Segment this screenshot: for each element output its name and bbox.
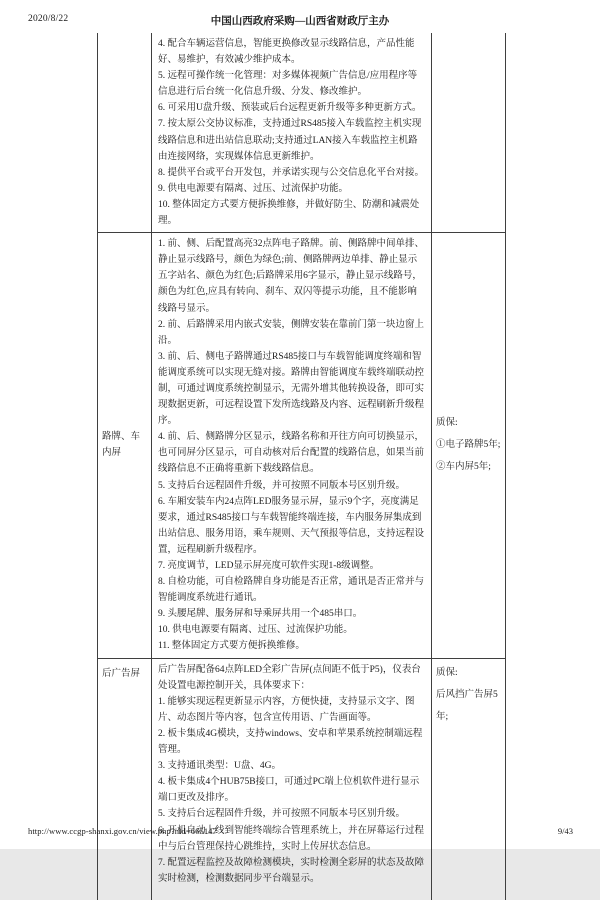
- text-line: 7. 按太原公交协议标准，支持通过RS485接入车载监控主机实现线路信息和进出站信息联动;支持通过LAN接入车载监控主机路由连接网络，实现媒体信息更新维护。: [158, 119, 422, 162]
- text-line: 4. 板卡集成4个HUB75B接口，可通过PC端上位机软件进行显示端口更改及排序。: [158, 777, 420, 804]
- text-line: 8. 自检功能，可自检路牌自身功能是否正常，通讯是否正常并与智能调度系统进行通讯。: [158, 577, 425, 604]
- text-line: 6. 开机自动上线到智能终端综合管理系统上，并在屏幕运行过程中与后台管理保持心跳维持，实时上传屏状态信息。: [158, 825, 425, 852]
- spec-list: [152, 233, 432, 658]
- text-line: 4. 前、后、侧路牌分区显示，线路名称和开往方向可切换显示，也可同屏分区显示，可自动核对后台配置的线路信息，如果当前线路信息不正确将重新下载线路信息。: [158, 432, 425, 475]
- page-title: 中国山西政府采购—山西省财政厅主办: [210, 16, 390, 27]
- warranty-note: [432, 658, 506, 900]
- spec-table: [97, 33, 506, 900]
- text-line: 3. 前、后、侧电子路牌通过RS485接口与车载智能调度终端和智能调度系统可以实现无缝对接。路牌由智能调度车载终端联动控制，可通过调度系统控制显示，无需外增其他转换设备，即可实现数据更新，可远程设置下发所选线路及内容、远程刷新升级程序。: [158, 351, 425, 427]
- text-line: 7. 配置远程监控及故障检测模块，实时检测全彩屏的状态及故障实时检测，检测数据同步平台端显示。: [158, 857, 425, 884]
- table-row-roadsign-interior-screen: [98, 233, 506, 658]
- warranty-note: [432, 233, 506, 658]
- footer-url: http://www.ccgp-shanxi.gov.cn/view.php?nid=665147: [28, 826, 217, 836]
- text-line: 3. 支持通讯类型：U盘、4G。: [158, 761, 281, 772]
- text-line: 6. 车厢安装车内24点阵LED服务显示屏，显示9个字，亮度满足要求，通过RS485接口与车载智能终端连接，车内服务屏集成到出站信息、服务用语，乘车规则、天气预报等信息，支持远程设置，远程刷新升级程序。: [158, 496, 425, 555]
- text-line: 7. 亮度调节，LED显示屏亮度可软件实现1-8级调整。: [158, 561, 380, 571]
- text-line: 5. 远程可操作统一化管理：对多媒体视频广告信息/应用程序等信息进行后台统一化信息升级、分发、修改维护。: [158, 71, 418, 98]
- text-line: 1. 能够实现远程更新显示内容，方便快捷，支持显示文字、图片、动态图片等内容，包含宣传用语、广告画面等。: [158, 696, 415, 723]
- page-number: 9/43: [557, 826, 573, 836]
- text-line: 6. 可采用U盘升级、预装或后台远程更新升级等多种更新方式。: [158, 103, 422, 114]
- text-line: 10. 整体固定方式要方便拆换维修，并做好防尘、防潮和减震处理。: [158, 199, 420, 227]
- text-line: 8. 提供平台或平台开发包，并承诺实现与公交信息化平台对接。: [158, 167, 425, 178]
- text-line: 后风挡广告屏5年;: [436, 689, 498, 722]
- text-line: 5. 支持后台远程固件升级，并可按照不同版本号区别升级。: [158, 480, 406, 491]
- row-label: [98, 33, 152, 233]
- spec-list: [152, 658, 432, 900]
- text-line: ①电子路牌5年;: [436, 440, 501, 451]
- text-line: 11. 整体固定方式要方便拆换维修。: [158, 641, 305, 652]
- spec-list: [152, 33, 432, 233]
- text-line: ②车内屏5年;: [436, 462, 491, 473]
- text-line: 9. 头腰尾牌、服务屏和导乘屏共用一个485串口。: [158, 609, 363, 620]
- row-label: 路牌、车内屏: [98, 233, 152, 658]
- warranty-note: [432, 33, 506, 233]
- text-line: 2. 前、后路牌采用内嵌式安装，侧牌安装在靠前门第一块边窗上沿。: [158, 319, 425, 346]
- table-row-rear-ad-screen: [98, 658, 506, 900]
- text-line: 质保:: [436, 418, 458, 429]
- text-line: 后广告屏配备64点阵LED全彩广告屏(点间距不低于P5)，仪表台处设置电源控制开关，具体要求下：: [158, 664, 421, 691]
- text-line: 4. 配合车辆运营信息，智能更换修改显示线路信息，产品性能好、易维护，有效减少维护成本。: [158, 39, 415, 66]
- text-line: 质保:: [436, 667, 458, 678]
- row-label: 后广告屏: [98, 658, 152, 900]
- header-date: 2020/8/22: [28, 14, 69, 24]
- text-line: 9. 供电电源要有隔离、过压、过流保护功能。: [158, 183, 349, 194]
- text-line: 10. 供电电源要有隔离、过压、过流保护功能。: [158, 625, 353, 636]
- table-row-continued: [98, 33, 506, 233]
- text-line: 5. 支持后台远程固件升级，并可按照不同版本号区别升级。: [158, 809, 406, 820]
- text-line: 1. 前、侧、后配置高亮32点阵电子路牌。前、侧路牌中间单排、静止显示线路号，颜色为绿色;前、侧路牌两边单排、静止显示五字站名、颜色为红色;后路牌采用6字显示，静止显示线路号，颜色为红色,应具有转向、刹车、双闪等提示功能，且不能影响线路号显示。: [158, 239, 425, 314]
- text-line: 2. 板卡集成4G模块，支持windows、安卓和苹果系统控制端远程管理。: [158, 728, 423, 756]
